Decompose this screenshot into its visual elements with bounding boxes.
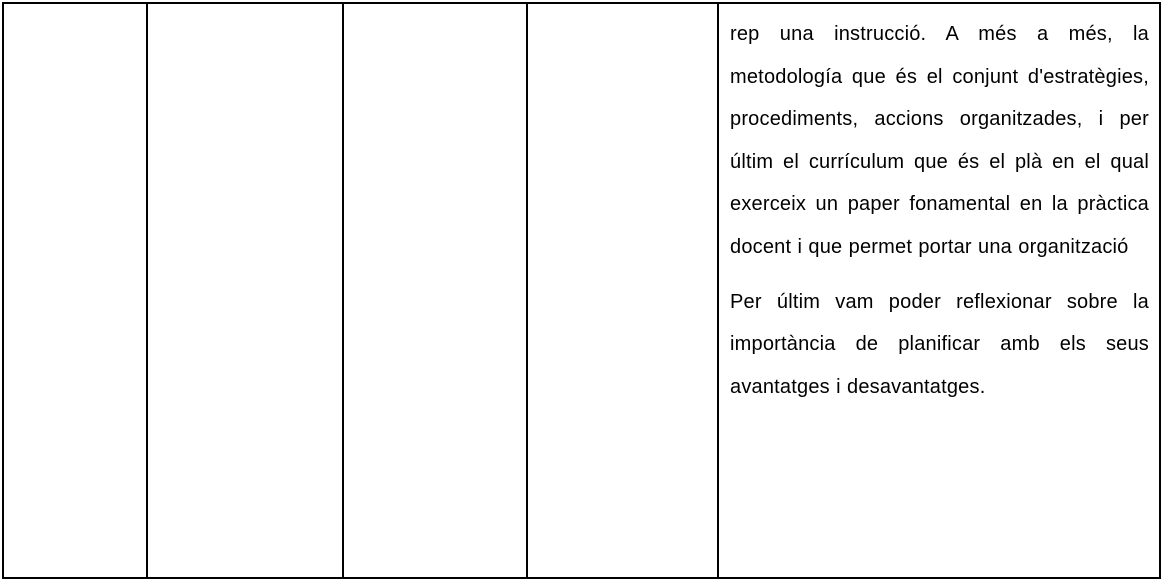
table-cell-text bbox=[718, 3, 1160, 578]
table-cell-1 bbox=[3, 3, 147, 578]
paragraph-2: Per últim vam poder reflexionar sobre la importància de planificar amb els seus avantatges i desavantatges. bbox=[730, 290, 1149, 398]
paragraph-1: rep una instrucció. A més a més, la metodología que és el conjunt d'estratègies, procediments, accions organitzades, i per últim el currículum que és el plà en el qual exerceix un paper fonamental en la pràctica docent i que permet portar una organització bbox=[730, 23, 1149, 258]
table-cell-4 bbox=[527, 3, 718, 578]
document-table bbox=[2, 2, 1161, 579]
table-cell-2 bbox=[147, 3, 343, 578]
table-row bbox=[3, 3, 1160, 578]
table-cell-3 bbox=[343, 3, 527, 578]
